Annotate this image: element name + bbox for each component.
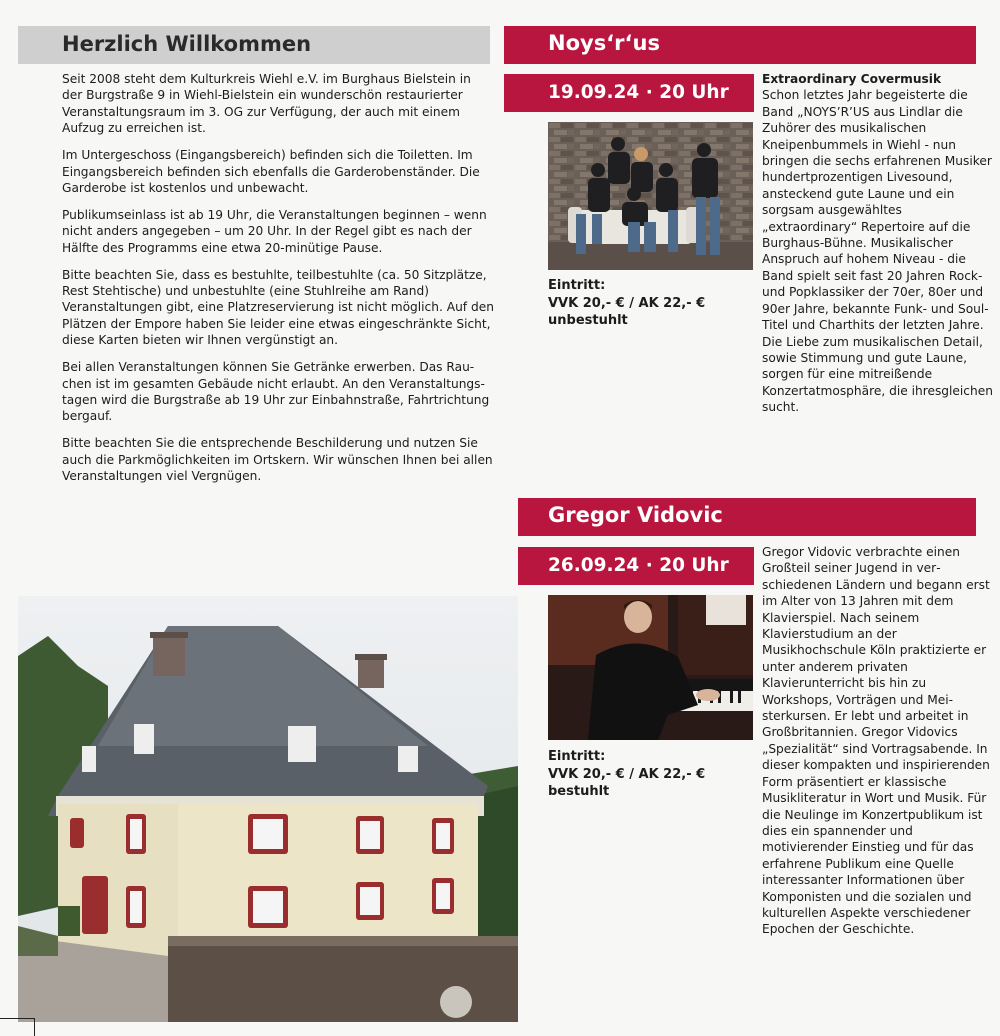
event-description xyxy=(762,544,994,938)
event-title-bar xyxy=(518,498,976,536)
pianist-photo xyxy=(548,595,753,740)
event-date-bar xyxy=(518,547,754,585)
seating-info: unbestuhlt xyxy=(548,313,628,328)
welcome-header-bar xyxy=(18,26,490,64)
event-title: Gregor Vidovic xyxy=(548,503,723,527)
event-title-bar xyxy=(504,26,976,64)
event-body: Schon letztes Jahr begeisterte die Band „NOYS’R’US aus Lindlar die Zuhörer des musikalischen Kneipenbummels in Wiehl - nun bringen die sechs erfahrenen Musiker hundertprozentigen Livesound, ansteckend gute Laune und ein sorgsam ausgewähltes „extraordinary“ Repertoire auf die Burghaus-Bühne. Musikalischer Anspruch auf hohem Niveau - die Band spielt seit fast 20 Jahren Rock- und Popklassiker der 70er, 80er und 90er Jahre, bekannte Funk- und Soul-Titel und Charthits der letzten Jahre. Die Liebe zum musikalischen Detail, sowie Stimmung und gute Laune, sorgen für eine mitreißende Konzertatmosphäre, die ihresgleichen sucht. xyxy=(762,88,993,415)
event-body: Gregor Vidovic verbrachte einen Großteil seiner Jugend in verschiedenen Ländern und begann erst im Alter von 13 Jahren mit dem Klavierspiel. Nach seinem Klavierstudium an der Musikhochschule Köln praktizierte er unter anderem privaten Klavierunterricht bis hin zu Workshops, Vorträgen und Meisterkursen. Er lebt und arbeitet in Großbritannien. Gregor Vidovics „Spezialität“ sind Vortragsabende. In dieser kompakten und inspirierenden Form präsentiert er klassische Musikliteratur in Wort und Musik. Für die Neulinge im Konzertpublikum ist dies ein spannender und motivierender Einstieg und für das erfahrene Publikum eine Quelle interessanter Informationen über Komponisten und die sozialen und kulturellen Aspekte verschiedener Epochen der Geschichte. xyxy=(762,545,990,937)
welcome-paragraph: Bitte beachten Sie die entsprechende Beschilderung und nutzen Sie auch die Parkmöglichkeiten im Ortskern. Wir wünschen Ihnen bei allen Veranstaltungen viel Vergnügen. xyxy=(62,436,493,484)
welcome-paragraph: Im Untergeschoss (Eingangsbereich) befinden sich die Toiletten. Im Eingangsbereich befinden sich ebenfalls die Garderobenständer. Die Garderobe ist kostenlos und unbewacht. xyxy=(62,148,480,195)
band-photo xyxy=(548,122,753,270)
welcome-paragraph: Publikumseinlass ist ab 19 Uhr, die Veranstaltungen beginnen – wenn nicht anders angegeben – um 20 Uhr. In der Regel gibt es nach der Hälfte des Programms eine etwa 20-minütige Pause. xyxy=(62,207,487,255)
event-date: 26.09.24 · 20 Uhr xyxy=(548,555,729,576)
event-lead: Extraordinary Covermusik xyxy=(762,72,942,86)
event-title: Noys‘r‘us xyxy=(548,31,660,55)
welcome-title: Herzlich Willkommen xyxy=(62,32,312,56)
welcome-paragraph: Seit 2008 steht dem Kulturkreis Wiehl e.V. im Burghaus Bielstein in der Burgstraße 9 in Wiehl-Bielstein ein wunderschön restaurierter Veranstaltungsraum im 3. OG zur Verfügung, der auch mit einem Aufzug zu erreichen ist. xyxy=(62,72,471,136)
welcome-text xyxy=(62,71,494,495)
welcome-paragraph: Bitte beachten Sie, dass es bestuhlte, teilbestuhlte (ca. 50 Sitzplätze, Rest Stehtische) und unbestuhlte (eine Stuhlreihe am Rand) Veranstaltungen gibt, eine Platzreservierung ist nicht möglich. Auf den Plätzen der Empore haben Sie leider eine etwas eingeschränkte Sicht, diese Karten bieten wir Ihnen vergünstigt an. xyxy=(62,267,494,348)
crop-mark xyxy=(34,1018,35,1036)
seating-info: bestuhlt xyxy=(548,784,610,799)
price-label: Eintritt: xyxy=(548,278,606,293)
burghaus-photo xyxy=(18,596,518,1022)
event-price-block xyxy=(548,277,705,330)
crop-mark xyxy=(0,1018,34,1019)
price-label: Eintritt: xyxy=(548,749,606,764)
event-date: 19.09.24 · 20 Uhr xyxy=(548,82,729,103)
event-description xyxy=(762,71,994,416)
price-value: VVK 20,- € / AK 22,- € xyxy=(548,295,706,311)
event-price-block xyxy=(548,748,705,801)
event-date-bar xyxy=(504,74,754,112)
welcome-paragraph: Bei allen Veranstaltungen können Sie Getränke erwerben. Das Rauchen ist im gesamten Gebäude nicht erlaubt. An den Veranstaltungstagen wird die Burgstraße ab 19 Uhr zur Einbahnstraße, Fahrtrichtung bergauf. xyxy=(62,360,490,424)
price-value: VVK 20,- € / AK 22,- € xyxy=(548,766,706,782)
